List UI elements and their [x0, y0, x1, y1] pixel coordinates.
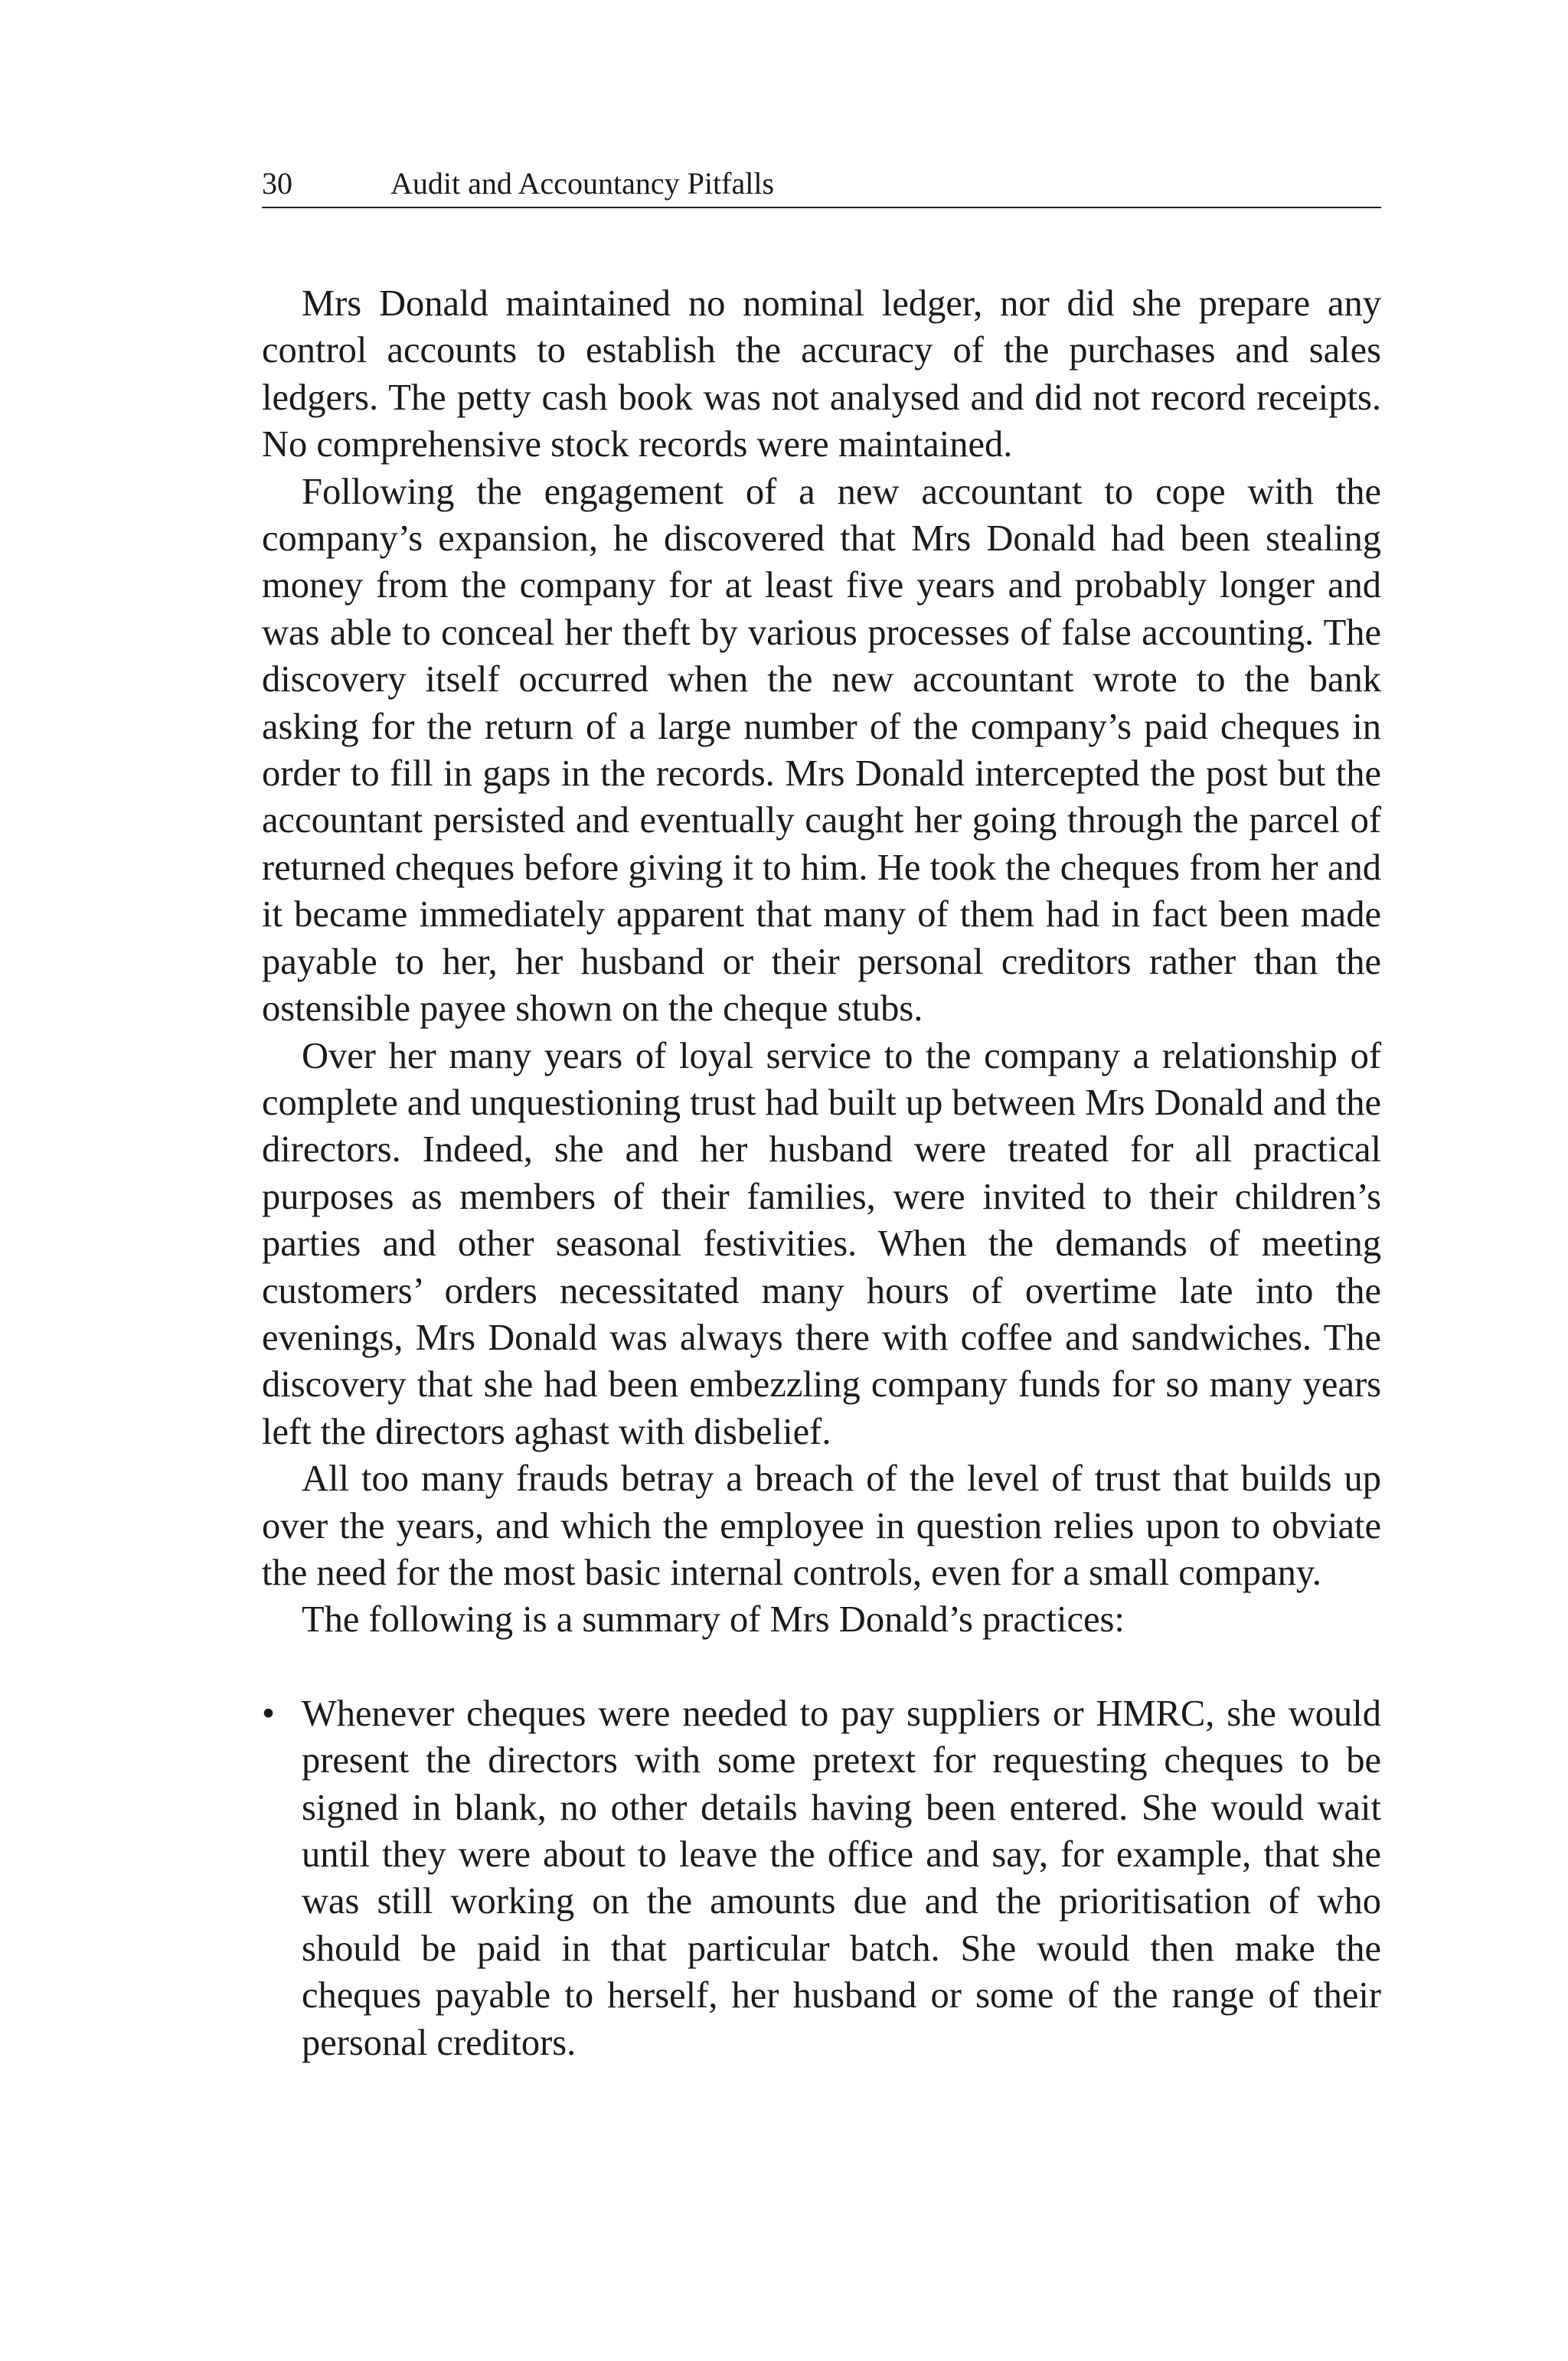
paragraph-trust: Over her many years of loyal service to the company a relationship of complete and unquestioning trust had built up between Mrs Donald and the directors. Indeed, she and her husband were treated for all practical purposes as members of their families, were invited to their children’s parties and other seasonal festivities. When the demands of meeting customers’ orders necessitated many hours of overtime late into the evenings, Mrs Donald was always there with coffee and sandwiches. The discovery that she had been embezzling company funds for so many years left the directors aghast with disbelief.: [262, 1035, 1381, 1452]
list-item-text: Whenever cheques were needed to pay suppliers or HMRC, she would present the directors with some pretext for requesting cheques to be signed in blank, no other details having been entered. She would wait until they were about to leave the office and say, for example, that she was still working on the amounts due and the prioritisation of who should be paid in that particular batch. She would then make the cheques payable to herself, her husband or some of the range of their personal creditors.: [302, 1693, 1381, 2063]
paragraph-discovery: Following the engagement of a new accountant to cope with the company’s expansion, he discovered that Mrs Donald had been stealing money from the company for at least five years and probably longer and was able to conceal her theft by various processes of false accounting. The discovery itself occurred when the new accountant wrote to the bank asking for the return of a large number of the company’s paid cheques in order to fill in gaps in the records. Mrs Donald intercepted the post but the accountant persisted and eventually caught her going through the parcel of returned cheques before giving it to him. He took the cheques from her and it became immediately apparent that many of them had in fact been made payable to her, her husband or their personal creditors rather than the ostensible payee shown on the cheque stubs.: [262, 471, 1381, 1030]
running-title: Audit and Accountancy Pitfalls: [390, 166, 775, 201]
page-header: [262, 161, 1381, 208]
practices-list: [262, 1690, 1381, 2066]
paragraph-summary-intro: The following is a summary of Mrs Donald’s practices:: [302, 1599, 1125, 1641]
paragraph-frauds: All too many frauds betray a breach of the level of trust that builds up over the years, and which the employee in question relies upon to obviate the need for the most basic internal controls, even for a small company.: [262, 1458, 1381, 1593]
bullet-icon: •: [262, 1693, 275, 1734]
list-item: [262, 1690, 1381, 2066]
paragraph-ledgers: Mrs Donald maintained no nominal ledger, nor did she prepare any control accounts to establish the accuracy of the purchases and sales ledgers. The petty cash book was not analysed and did not record receipts. No comprehensive stock records were maintained.: [262, 283, 1381, 465]
body-text: [262, 280, 1381, 2066]
page-number: 30: [262, 166, 292, 201]
